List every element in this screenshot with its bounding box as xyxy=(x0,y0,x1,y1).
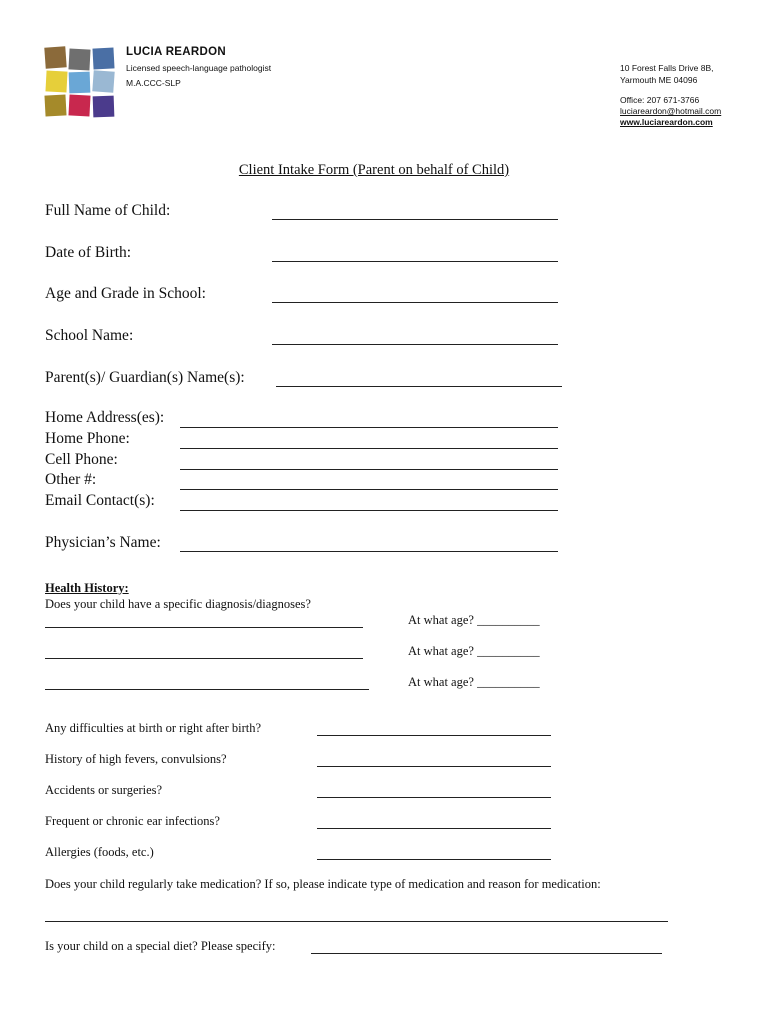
child-name-label: Full Name of Child: xyxy=(45,202,171,219)
diagnosis-age-1[interactable]: At what age? __________ xyxy=(408,613,540,627)
diagnosis-age-3[interactable]: At what age? __________ xyxy=(408,675,540,689)
dob-line[interactable] xyxy=(272,261,558,262)
website-link[interactable]: www.luciareardon.com xyxy=(620,117,713,127)
diagnosis-question: Does your child have a specific diagnosis/diagnoses? xyxy=(45,597,311,611)
form-title: Client Intake Form (Parent on behalf of Child) xyxy=(238,162,510,178)
diagnosis-line-2[interactable] xyxy=(45,658,363,659)
fevers-line[interactable] xyxy=(317,766,551,767)
other-label: Other #: xyxy=(45,471,97,488)
logo-square xyxy=(68,48,90,70)
cell-phone-label: Cell Phone: xyxy=(45,451,118,468)
email-link[interactable]: luciareardon@hotmail.com xyxy=(620,106,722,116)
diagnosis-line-1[interactable] xyxy=(45,627,363,628)
accidents-line[interactable] xyxy=(317,797,551,798)
home-address-label: Home Address(es): xyxy=(45,409,165,426)
email-line[interactable] xyxy=(180,510,558,511)
school-label: School Name: xyxy=(45,327,134,344)
medication-line[interactable] xyxy=(45,921,668,922)
birth-line[interactable] xyxy=(317,735,551,736)
logo-square xyxy=(92,47,114,69)
logo-square xyxy=(68,94,90,116)
practitioner-name: LUCIA REARDON xyxy=(126,46,226,58)
cell-phone-line[interactable] xyxy=(180,469,558,470)
accidents-question: Accidents or surgeries? xyxy=(45,783,163,797)
email-label: Email Contact(s): xyxy=(45,492,155,509)
other-line[interactable] xyxy=(180,489,558,490)
logo-square xyxy=(45,70,67,92)
practitioner-credentials: M.A.CCC-SLP xyxy=(126,78,181,88)
age-grade-line[interactable] xyxy=(272,302,558,303)
home-phone-line[interactable] xyxy=(180,448,558,449)
logo-square xyxy=(69,72,91,94)
diagnosis-age-2[interactable]: At what age? __________ xyxy=(408,644,540,658)
health-history-heading: Health History: xyxy=(45,581,129,595)
logo-square xyxy=(44,46,66,68)
home-phone-label: Home Phone: xyxy=(45,430,130,447)
medication-question: Does your child regularly take medication? If so, please indicate type of medication and reason for medication: xyxy=(45,877,601,891)
address-line2: Yarmouth ME 04096 xyxy=(620,75,698,85)
home-address-line[interactable] xyxy=(180,427,558,428)
allergies-line[interactable] xyxy=(317,859,551,860)
address-line1: 10 Forest Falls Drive 8B, xyxy=(620,63,714,73)
school-line[interactable] xyxy=(272,344,558,345)
dob-label: Date of Birth: xyxy=(45,244,132,261)
ear-line[interactable] xyxy=(317,828,551,829)
logo-square xyxy=(44,94,66,116)
logo-square xyxy=(93,96,115,118)
physician-line[interactable] xyxy=(180,551,558,552)
office-phone: Office: 207 671-3766 xyxy=(620,95,700,105)
diagnosis-line-3[interactable] xyxy=(45,689,369,690)
logo xyxy=(45,47,117,119)
logo-square xyxy=(92,70,114,92)
age-grade-label: Age and Grade in School: xyxy=(45,285,206,302)
guardians-label: Parent(s)/ Guardian(s) Name(s): xyxy=(45,369,245,386)
diet-line[interactable] xyxy=(311,953,662,954)
practitioner-subtitle: Licensed speech-language pathologist xyxy=(126,63,272,73)
birth-question: Any difficulties at birth or right after birth? xyxy=(45,721,262,735)
physician-label: Physician’s Name: xyxy=(45,534,161,551)
allergies-question: Allergies (foods, etc.) xyxy=(45,845,154,859)
fevers-question: History of high fevers, convulsions? xyxy=(45,752,227,766)
child-name-line[interactable] xyxy=(272,219,558,220)
ear-question: Frequent or chronic ear infections? xyxy=(45,814,220,828)
guardians-line[interactable] xyxy=(276,386,562,387)
diet-question: Is your child on a special diet? Please specify: xyxy=(45,939,276,953)
